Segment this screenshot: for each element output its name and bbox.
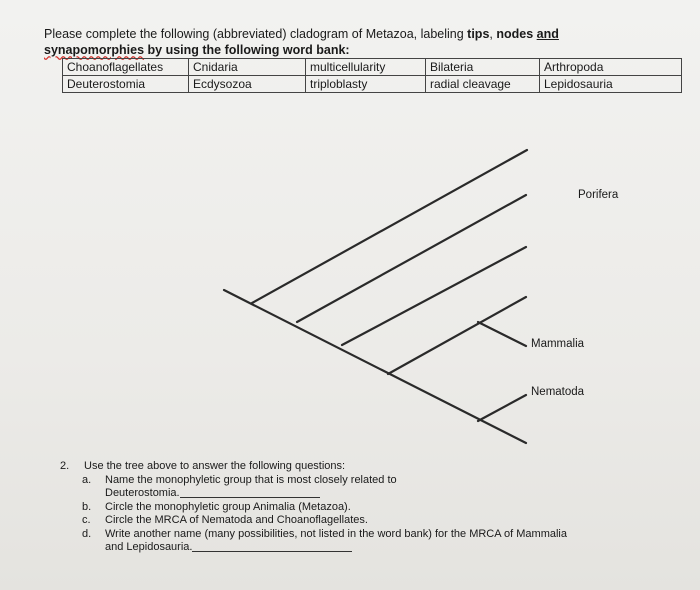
question-2a-text-cont: Deuterostomia. xyxy=(105,487,180,499)
question-2 xyxy=(60,460,660,474)
question-2c xyxy=(60,514,660,528)
question-2d xyxy=(60,528,660,542)
word-bank-cell: radial cleavage xyxy=(426,76,540,93)
instruction-and: and xyxy=(536,27,559,41)
question-letter: d. xyxy=(82,527,92,540)
tip-label-mammalia: Mammalia xyxy=(531,338,585,350)
answer-blank-2a[interactable] xyxy=(180,487,320,498)
question-text: Use the tree above to answer the following questions: xyxy=(84,460,346,472)
instruction-nodes: nodes xyxy=(496,27,534,41)
question-2c-text: Circle the MRCA of Nematoda and Choanoflagellates. xyxy=(105,514,368,526)
question-letter: c. xyxy=(82,514,91,526)
question-number: 2. xyxy=(60,460,70,472)
instruction-tips: tips xyxy=(467,27,490,41)
word-bank-cell: Bilateria xyxy=(426,59,540,76)
instruction-synapomorphies: synapomorphies xyxy=(44,43,145,57)
instruction-word-bank-intro: by using the following word bank: xyxy=(144,43,350,57)
question-2a xyxy=(60,474,660,488)
word-bank-cell: Lepidosauria xyxy=(540,76,682,93)
question-2b-text: Circle the monophyletic group Animalia (Metazoa). xyxy=(105,500,351,513)
question-2d-text-cont: and Lepidosauria. xyxy=(105,541,193,553)
word-bank-cell: Deuterostomia xyxy=(63,76,189,93)
question-2b xyxy=(60,501,660,515)
cladogram-branch xyxy=(478,322,526,346)
tip-label-porifera: Porifera xyxy=(578,189,619,201)
word-bank-cell: Arthropoda xyxy=(540,59,682,76)
word-bank-cell: Choanoflagellates xyxy=(63,59,189,76)
question-letter: b. xyxy=(82,500,92,513)
instruction-text: Please complete the following (abbreviated) cladogram of Metazoa, labeling xyxy=(44,27,468,41)
question-2d-text: Write another name (many possibilities, not listed in the word bank) for the MRCA of Mammalia xyxy=(105,527,567,540)
instruction-sep: , xyxy=(489,27,497,41)
word-bank-cell: multicellularity xyxy=(306,59,426,76)
question-2a-text: Name the monophyletic group that is most closely related to xyxy=(105,473,397,486)
answer-blank-2d[interactable] xyxy=(192,541,352,552)
cladogram-branch xyxy=(342,247,526,345)
cladogram-branch xyxy=(478,395,526,421)
question-letter: a. xyxy=(82,473,92,486)
word-bank-cell: triploblasty xyxy=(306,76,426,93)
tip-label-nematoda: Nematoda xyxy=(531,386,585,398)
question-2d-cont xyxy=(60,541,660,555)
word-bank-cell: Cnidaria xyxy=(189,59,306,76)
question-2a-cont xyxy=(60,487,660,501)
cladogram-branch xyxy=(252,150,527,303)
word-bank-cell: Ecdysozoa xyxy=(189,76,306,93)
questions-section xyxy=(60,460,660,555)
